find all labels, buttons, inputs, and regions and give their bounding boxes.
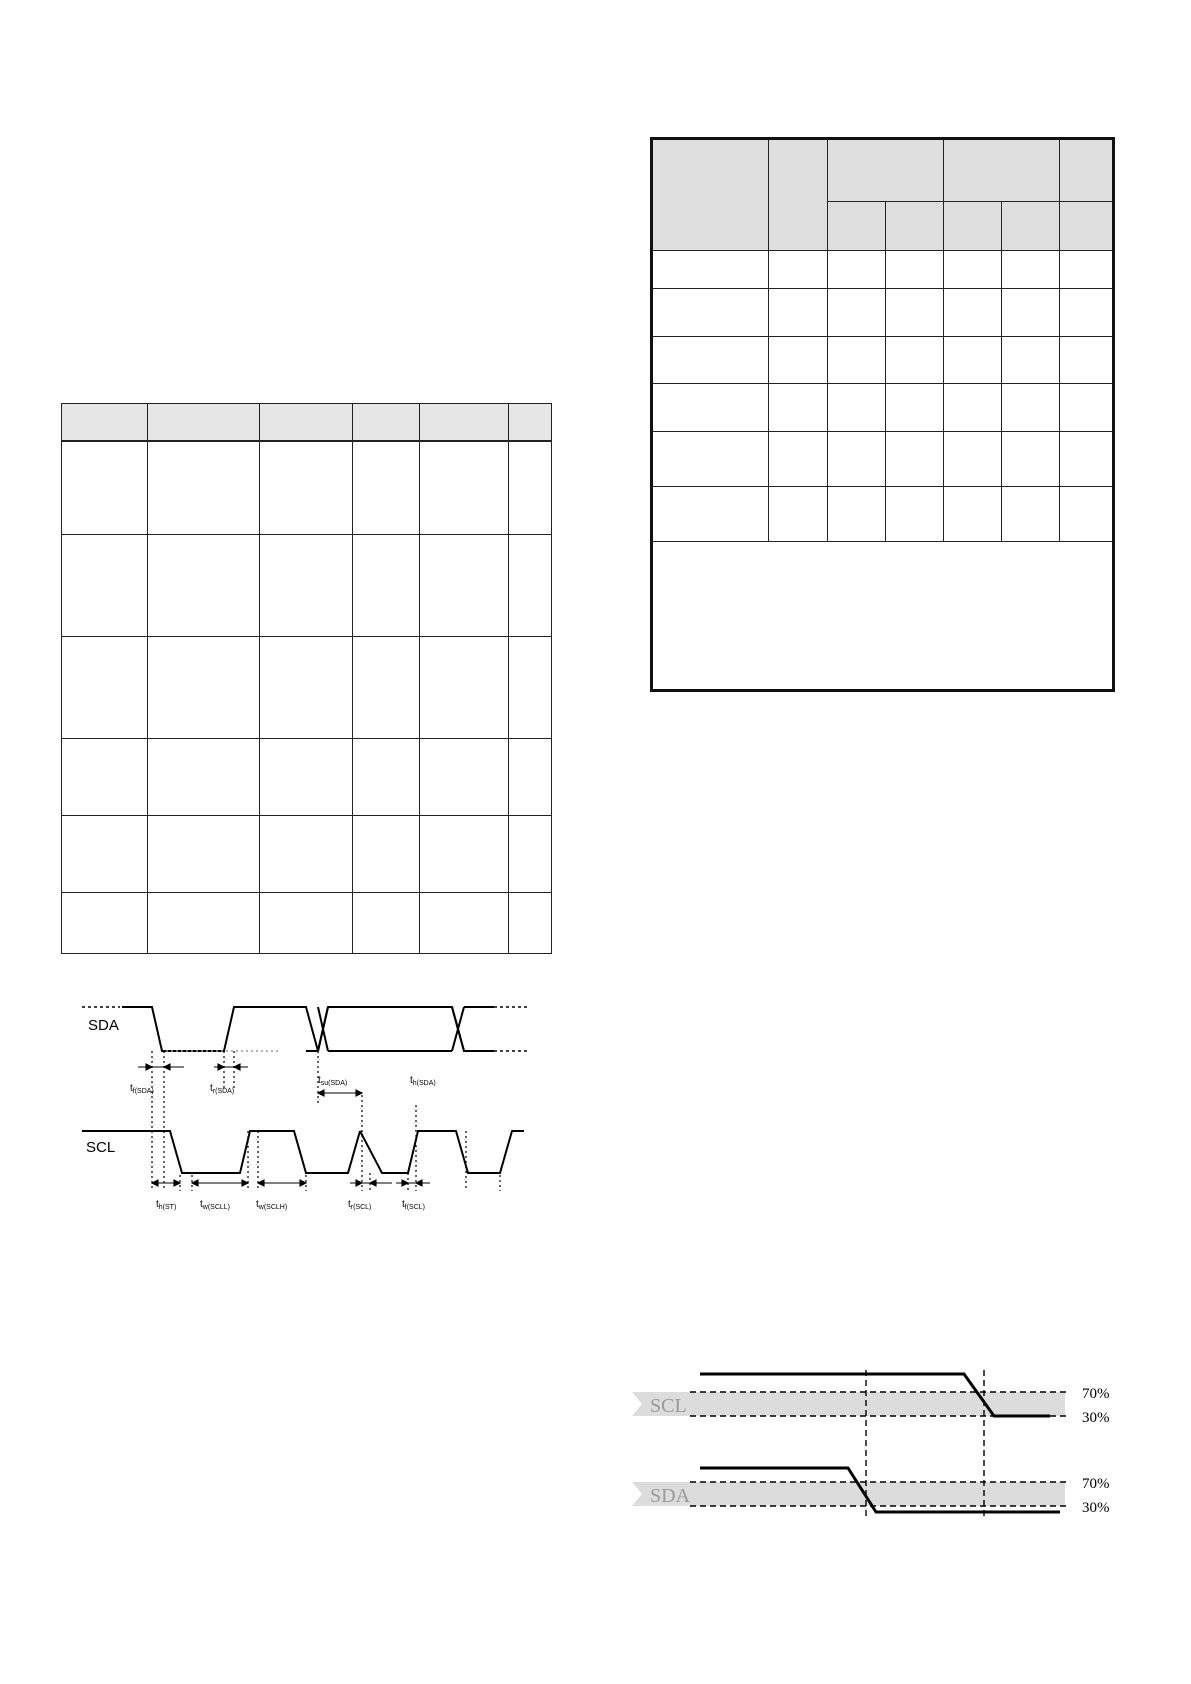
table-cell xyxy=(353,535,420,637)
table-cell xyxy=(420,816,509,893)
table-cell xyxy=(768,336,827,383)
table-cell xyxy=(653,250,768,288)
table-cell xyxy=(353,893,420,954)
table-cell xyxy=(827,288,885,336)
sda-waveform xyxy=(120,1007,494,1051)
header-cell xyxy=(353,404,420,441)
table-row xyxy=(653,486,1112,541)
table-cell xyxy=(260,816,353,893)
table-row xyxy=(653,250,1112,288)
timing-arrows xyxy=(138,1064,430,1186)
table-cell xyxy=(653,336,768,383)
table-cell xyxy=(353,637,420,739)
sda-signal-label: SDA xyxy=(88,1017,119,1034)
table-cell xyxy=(943,383,1001,431)
table-cell xyxy=(509,441,552,535)
table-cell xyxy=(943,250,1001,288)
table-cell xyxy=(148,893,260,954)
table-cell xyxy=(1059,336,1112,383)
table-cell xyxy=(260,893,353,954)
table-cell xyxy=(62,816,148,893)
table-cell xyxy=(260,441,353,535)
table-cell xyxy=(353,816,420,893)
table-cell xyxy=(420,637,509,739)
th-st-label: $t_{h(ST)}$ xyxy=(156,1199,177,1211)
table-cell xyxy=(509,637,552,739)
table-cell xyxy=(1059,250,1112,288)
table-cell xyxy=(768,288,827,336)
scl-signal-label: SCL xyxy=(86,1139,116,1156)
vertical-guides xyxy=(152,1051,500,1191)
table-cell xyxy=(885,486,943,541)
scl-waveform xyxy=(82,1131,524,1173)
table-cell xyxy=(420,739,509,816)
table-cell xyxy=(943,336,1001,383)
header-cell xyxy=(1059,140,1112,201)
header-cell xyxy=(1001,201,1059,250)
th-sda-label: $t_{h(SDA)}$ xyxy=(410,1075,436,1087)
table-cell xyxy=(1001,486,1059,541)
header-cell xyxy=(943,140,1059,201)
table-cell xyxy=(768,431,827,486)
table-cell xyxy=(62,637,148,739)
table-cell xyxy=(148,739,260,816)
table-cell xyxy=(885,336,943,383)
table-cell xyxy=(768,250,827,288)
table-cell xyxy=(653,383,768,431)
notes-cell xyxy=(653,541,1112,692)
table-cell xyxy=(148,816,260,893)
tw-sclh-label: $t_{w(SCLH)}$ xyxy=(256,1199,288,1211)
scl-band-fill xyxy=(690,1392,1065,1416)
table-cell xyxy=(1059,288,1112,336)
header-cell xyxy=(768,140,827,250)
table-cell xyxy=(827,250,885,288)
header-cell xyxy=(653,140,768,250)
table-cell xyxy=(827,336,885,383)
table-cell xyxy=(885,250,943,288)
header-cell xyxy=(260,404,353,441)
table-cell xyxy=(353,739,420,816)
header-cell xyxy=(1059,201,1112,250)
table-cell xyxy=(943,486,1001,541)
table-cell xyxy=(148,441,260,535)
tr-scl-label: $t_{r(SCL)}$ xyxy=(348,1199,372,1211)
table-cell xyxy=(509,535,552,637)
table-cell xyxy=(1059,383,1112,431)
sda-70-label: 70% xyxy=(1082,1476,1110,1492)
table-cell xyxy=(148,637,260,739)
sda-band-fill xyxy=(690,1482,1065,1506)
tw-scll-label: $t_{w(SCLL)}$ xyxy=(200,1199,231,1211)
tsu-sda-label: $t_{su(SDA)}$ xyxy=(318,1075,348,1087)
table-cell xyxy=(1059,431,1112,486)
sda-30-label: 30% xyxy=(1082,1500,1110,1516)
table-cell xyxy=(827,383,885,431)
table-cell xyxy=(768,486,827,541)
threshold-diagram xyxy=(630,1370,1130,1520)
table-cell xyxy=(62,739,148,816)
header-cell xyxy=(509,404,552,441)
header-cell xyxy=(420,404,509,441)
table-row xyxy=(62,535,552,637)
table-cell xyxy=(943,431,1001,486)
table-header-row xyxy=(653,140,1112,201)
table-row xyxy=(62,441,552,535)
table-cell xyxy=(768,383,827,431)
tf-sda-label: $t_{f(SDA)}$ xyxy=(130,1083,154,1095)
left-parameter-table xyxy=(61,403,552,954)
table-cell xyxy=(260,637,353,739)
table-cell xyxy=(353,441,420,535)
table-cell xyxy=(827,486,885,541)
header-cell xyxy=(62,404,148,441)
i2c-timing-diagram xyxy=(80,985,560,1215)
table-cell xyxy=(1001,431,1059,486)
scl-signal-label: SCL xyxy=(650,1395,687,1417)
table-cell xyxy=(1001,336,1059,383)
table-row xyxy=(62,816,552,893)
table-cell xyxy=(509,893,552,954)
table-cell xyxy=(943,288,1001,336)
tf-scl-label: $t_{f(SCL)}$ xyxy=(402,1199,426,1211)
scl-70-label: 70% xyxy=(1082,1386,1110,1402)
header-cell xyxy=(943,201,1001,250)
table-cell xyxy=(1059,486,1112,541)
table-cell xyxy=(653,431,768,486)
table-header-row xyxy=(62,404,552,441)
table-row xyxy=(653,288,1112,336)
table-cell xyxy=(148,535,260,637)
table-cell xyxy=(62,535,148,637)
table-cell xyxy=(509,739,552,816)
table-notes-row xyxy=(653,541,1112,692)
table-cell xyxy=(509,816,552,893)
header-cell xyxy=(148,404,260,441)
table-row xyxy=(62,893,552,954)
table-cell xyxy=(260,535,353,637)
table-cell xyxy=(885,288,943,336)
tr-sda-label: $t_{r(SDA)}$ xyxy=(210,1083,235,1095)
right-parameter-table xyxy=(650,137,1115,692)
sda-signal-label: SDA xyxy=(650,1485,691,1507)
table-cell xyxy=(653,486,768,541)
header-cell xyxy=(827,201,885,250)
table-cell xyxy=(885,431,943,486)
table-row xyxy=(653,383,1112,431)
table-cell xyxy=(885,383,943,431)
table-row xyxy=(62,637,552,739)
table-cell xyxy=(62,893,148,954)
header-cell xyxy=(827,140,943,201)
table-cell xyxy=(653,288,768,336)
header-cell xyxy=(885,201,943,250)
table-cell xyxy=(1001,383,1059,431)
table-cell xyxy=(420,535,509,637)
table-row xyxy=(653,336,1112,383)
table-cell xyxy=(260,739,353,816)
scl-30-label: 30% xyxy=(1082,1410,1110,1426)
table-cell xyxy=(1001,250,1059,288)
table-row xyxy=(653,431,1112,486)
table-row xyxy=(62,739,552,816)
table-cell xyxy=(1001,288,1059,336)
table-cell xyxy=(62,441,148,535)
table-cell xyxy=(420,441,509,535)
table-cell xyxy=(420,893,509,954)
table-cell xyxy=(827,431,885,486)
